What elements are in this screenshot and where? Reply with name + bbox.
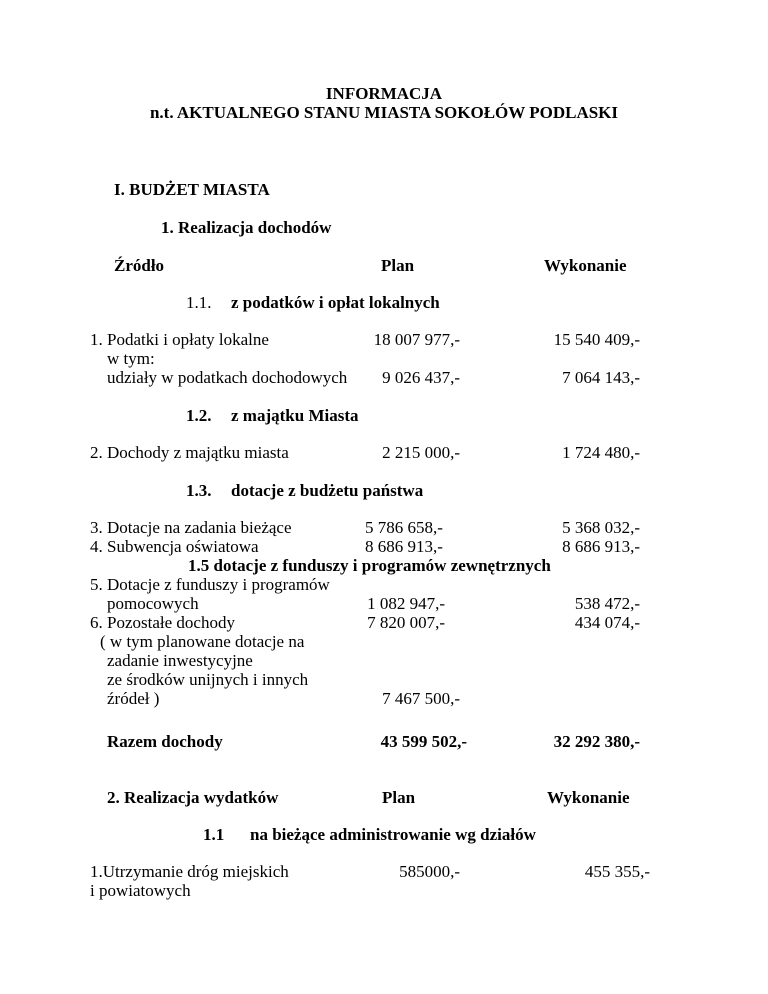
column-header-plan: Plan bbox=[382, 788, 416, 807]
row-plan-value: 5 786 658,- bbox=[365, 518, 443, 537]
row-execution-value: 7 064 143,- bbox=[562, 368, 640, 387]
subsection-number: 1.1 bbox=[203, 825, 225, 844]
column-header-source: Źródło bbox=[114, 256, 165, 275]
row-note: ( w tym planowane dotacje na bbox=[100, 632, 305, 651]
row-plan-value: 7 820 007,- bbox=[367, 613, 445, 632]
expenses-heading: 2. Realizacja wydatków bbox=[107, 788, 279, 807]
row-execution-value: 8 686 913,- bbox=[562, 537, 640, 556]
subsection-label: na bieżące administrowanie wg działów bbox=[250, 825, 536, 844]
row-label: pomocowych bbox=[107, 594, 199, 613]
row-plan-value: 18 007 977,- bbox=[373, 330, 460, 349]
row-plan-value: 2 215 000,- bbox=[382, 443, 460, 462]
row-note: zadanie inwestycyjne bbox=[107, 651, 253, 670]
subsection-number: 1.2. bbox=[186, 406, 212, 425]
subsection-label: 1.5 dotacje z funduszy i programów zewnętrznych bbox=[188, 556, 551, 575]
row-plan-value: 585000,- bbox=[399, 862, 460, 881]
row-label: 1.Utrzymanie dróg miejskich bbox=[90, 862, 289, 881]
row-sublabel: w tym: bbox=[107, 349, 155, 368]
income-heading: 1. Realizacja dochodów bbox=[161, 218, 332, 237]
subsection-label: z majątku Miasta bbox=[231, 406, 359, 425]
row-note: ze środków unijnych i innych bbox=[107, 670, 309, 689]
row-label: 4. Subwencja oświatowa bbox=[90, 537, 259, 556]
total-plan-value: 43 599 502,- bbox=[380, 732, 467, 751]
row-label: udziały w podatkach dochodowych bbox=[107, 368, 348, 387]
row-plan-value: 7 467 500,- bbox=[382, 689, 460, 708]
row-plan-value: 9 026 437,- bbox=[382, 368, 460, 387]
row-note: źródeł ) bbox=[107, 689, 160, 708]
row-execution-value: 5 368 032,- bbox=[562, 518, 640, 537]
row-label: 1. Podatki i opłaty lokalne bbox=[90, 330, 269, 349]
total-label: Razem dochody bbox=[107, 732, 223, 751]
total-execution-value: 32 292 380,- bbox=[553, 732, 640, 751]
row-label: 2. Dochody z majątku miasta bbox=[90, 443, 289, 462]
row-plan-value: 1 082 947,- bbox=[367, 594, 445, 613]
subsection-label: dotacje z budżetu państwa bbox=[231, 481, 424, 500]
subsection-label: z podatków i opłat lokalnych bbox=[231, 293, 440, 312]
row-execution-value: 15 540 409,- bbox=[553, 330, 640, 349]
row-label: 3. Dotacje na zadania bieżące bbox=[90, 518, 292, 537]
row-plan-value: 8 686 913,- bbox=[365, 537, 443, 556]
subsection-number: 1.3. bbox=[186, 481, 212, 500]
row-execution-value: 1 724 480,- bbox=[562, 443, 640, 462]
column-header-execution: Wykonanie bbox=[544, 256, 627, 275]
column-header-execution: Wykonanie bbox=[547, 788, 630, 807]
document-title-line1: INFORMACJA bbox=[325, 84, 443, 103]
row-label: i powiatowych bbox=[90, 881, 191, 900]
subsection-number: 1.1. bbox=[186, 293, 212, 312]
column-header-plan: Plan bbox=[381, 256, 415, 275]
row-label: 6. Pozostałe dochody bbox=[90, 613, 235, 632]
row-execution-value: 434 074,- bbox=[574, 613, 640, 632]
document-title-line2: n.t. AKTUALNEGO STANU MIASTA SOKOŁÓW PODLASKI bbox=[149, 103, 619, 122]
row-label: 5. Dotacje z funduszy i programów bbox=[90, 575, 330, 594]
section-heading-budget: I. BUDŻET MIASTA bbox=[114, 180, 270, 199]
row-execution-value: 455 355,- bbox=[584, 862, 650, 881]
row-execution-value: 538 472,- bbox=[574, 594, 640, 613]
